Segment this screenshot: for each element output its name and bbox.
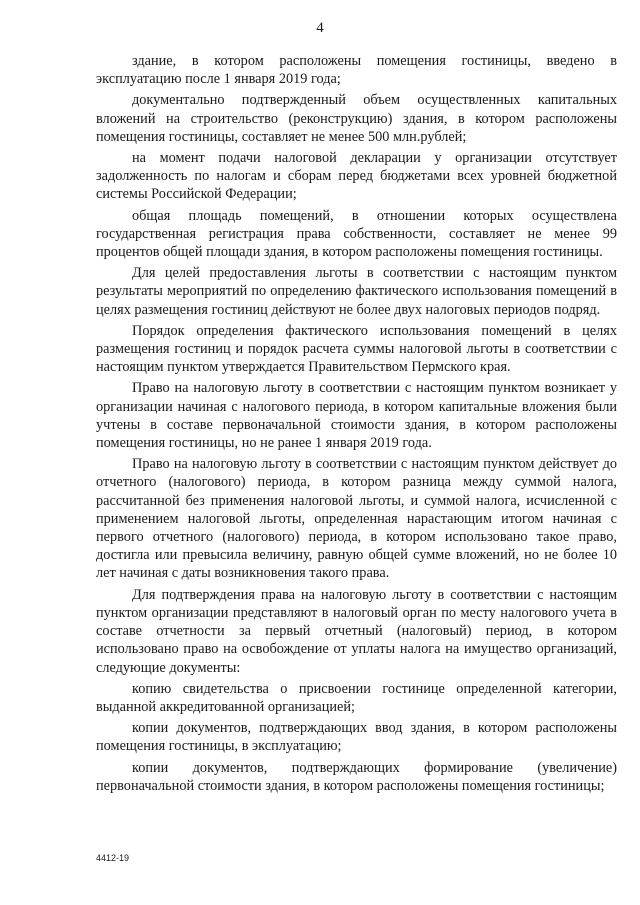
- footer-document-code: 4412-19: [96, 853, 130, 863]
- paragraph: копии документов, подтверждающих формирование (увеличение) первоначальной стоимости здания, в котором расположены помещения гостиницы;: [96, 759, 617, 794]
- paragraph: здание, в котором расположены помещения гостиницы, введено в эксплуатацию после 1 января 2019 года;: [96, 53, 617, 88]
- paragraph: копии документов, подтверждающих ввод здания, в котором расположены помещения гостиницы, в эксплуатацию;: [96, 720, 617, 755]
- paragraph: на момент подачи налоговой декларации у организации отсутствует задолженность по налогам и сборам перед бюджетами всех уровней бюджетной системы Российской Федерации;: [96, 150, 617, 203]
- page-number: 4: [316, 20, 324, 36]
- paragraph: Для подтверждения права на налоговую льготу в соответствии с настоящим пунктом организации представляют в налоговый орган по месту налогового учета в составе отчетности за первый отчетный (налоговый) период, в котором использовано право на освобождение от уплаты налога на имущество организаций, следующие документы:: [96, 586, 617, 676]
- paragraph: Для целей предоставления льготы в соответствии с настоящим пунктом результаты мероприятий по определению фактического использования помещений в целях размещения гостиниц действуют не более двух налоговых периодов подряд.: [96, 265, 617, 318]
- paragraph: Право на налоговую льготу в соответствии с настоящим пунктом возникает у организации начиная с налогового периода, в котором капитальные вложения были учтены в составе первоначальной стоимости здания, в котором расположены помещения гостиницы, но не ранее 1 января 2019 года.: [96, 380, 617, 452]
- paragraph: документально подтвержденный объем осуществленных капитальных вложений на строительство (реконструкцию) здания, в котором расположены помещения гостиницы, составляет не менее 500 млн.рублей;: [96, 92, 617, 145]
- paragraph: Право на налоговую льготу в соответствии с настоящим пунктом действует до отчетного (налогового) периода, в котором разница между суммой налога, рассчитанной без применения налоговой льготы, и суммой налога, исчисленной с применением налоговой льготы, определенная нарастающим итогом начиная с первого отчетного (налогового) периода, в котором использовано такое право, достигла или превысила величину, равную общей сумме вложений, но не более 10 лет начиная с даты возникновения такого права.: [96, 456, 617, 582]
- paragraph: Порядок определения фактического использования помещений в целях размещения гостиниц и порядок расчета суммы налоговой льготы в соответствии с настоящим пунктом утверждается Правительством Пермского края.: [96, 322, 617, 376]
- paragraph: копию свидетельства о присвоении гостинице определенной категории, выданной аккредитованной организацией;: [96, 680, 617, 715]
- paragraph: общая площадь помещений, в отношении которых осуществлена государственная регистрация права собственности, составляет не менее 99 процентов общей площади здания, в котором расположены помещения гостиницы.: [96, 207, 617, 261]
- document-body: [96, 52, 617, 798]
